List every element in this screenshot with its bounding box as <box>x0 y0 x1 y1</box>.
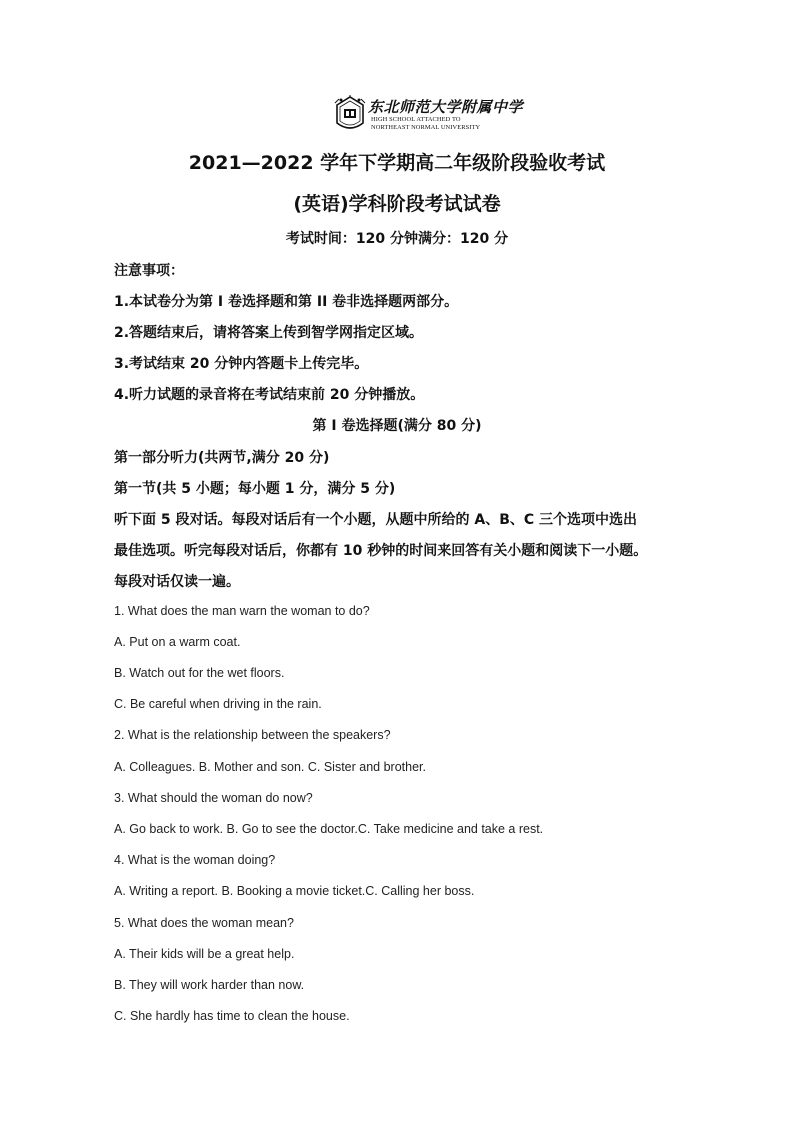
notes-heading: 注意事项： <box>114 263 184 279</box>
option-line: B. Watch out for the wet floors. <box>114 666 285 680</box>
option-line: A. Their kids will be a great help. <box>114 947 295 961</box>
option-line: C. Be careful when driving in the rain. <box>114 697 322 711</box>
school-name-cn: 东北师范大学附属中学 <box>368 98 524 116</box>
option-line: A. Colleagues. B. Mother and son. C. Sister and brother. <box>114 760 426 774</box>
instruction-line: 最佳选项。听完每段对话后，你都有 10 秒钟的时间来回答有关小题和阅读下一小题。 <box>114 543 648 559</box>
note-item: 1.本试卷分为第 I 卷选择题和第 II 卷非选择题两部分。 <box>114 294 459 310</box>
school-name-en-line1: HIGH SCHOOL ATTACHED TO <box>371 116 461 123</box>
note-item: 4.听力试题的录音将在考试结束前 20 分钟播放。 <box>114 387 425 403</box>
school-name-en-line2: NORTHEAST NORMAL UNIVERSITY <box>371 123 481 131</box>
note-item: 2.答题结束后，请将答案上传到智学网指定区域。 <box>114 325 424 341</box>
question-4: 4. What is the woman doing? <box>114 853 276 867</box>
volume-title: 第 I 卷选择题(满分 80 分) <box>312 418 482 434</box>
question-2: 2. What is the relationship between the speakers? <box>114 728 391 742</box>
option-line: A. Writing a report. B. Booking a movie ticket.C. Calling her boss. <box>114 884 475 898</box>
note-item: 3.考试结束 20 分钟内答题卡上传完毕。 <box>114 356 369 372</box>
question-3: 3. What should the woman do now? <box>114 791 313 805</box>
exam-title: 2021—2022 学年下学期高二年级阶段验收考试 <box>188 152 606 174</box>
option-line: B. They will work harder than now. <box>114 978 305 992</box>
subsection-title: 第一节(共 5 小题；每小题 1 分，满分 5 分) <box>114 481 396 497</box>
option-line: C. She hardly has time to clean the house. <box>114 1009 350 1023</box>
question-1: 1. What does the man warn the woman to do? <box>114 604 370 618</box>
option-line: A. Put on a warm coat. <box>114 635 241 649</box>
option-line: A. Go back to work. B. Go to see the doctor.C. Take medicine and take a rest. <box>114 822 544 836</box>
instruction-line: 听下面 5 段对话。每段对话后有一个小题，从题中所给的 A、B、C 三个选项中选出 <box>114 512 638 528</box>
question-5: 5. What does the woman mean? <box>114 916 294 930</box>
part-title: 第一部分听力(共两节,满分 20 分) <box>114 450 330 466</box>
school-name-en <box>371 116 480 131</box>
exam-info: 考试时间：120 分钟满分：120 分 <box>285 231 509 247</box>
instruction-line: 每段对话仅读一遍。 <box>114 574 240 590</box>
school-logo <box>333 95 524 135</box>
exam-subject-title: (英语)学科阶段考试试卷 <box>293 193 501 215</box>
school-seal-icon <box>333 95 367 133</box>
